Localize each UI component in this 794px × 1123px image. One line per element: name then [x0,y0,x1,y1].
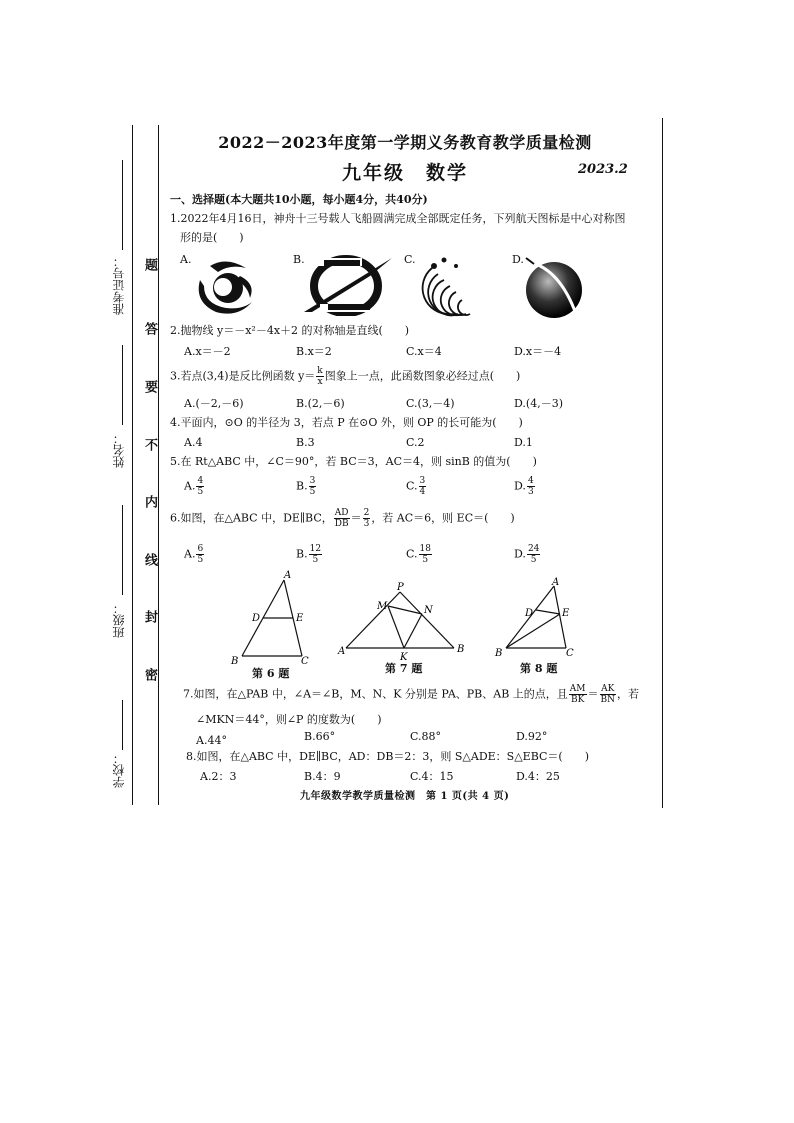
fig8-point-label: B [495,648,503,659]
figure-8-caption: 第 8 题 [520,662,558,675]
denominator: BN [600,695,615,705]
q6-option-a-fraction [196,544,204,565]
q5-option-a [184,476,205,497]
binding-line-left [132,125,133,805]
q3-fraction [316,366,323,387]
denominator: 5 [312,555,319,565]
fig8-point-label: C [566,648,574,659]
fig6-point-label: D [252,613,261,624]
fig8-point-label: E [562,608,570,619]
q6-option-d-fraction [527,544,540,565]
seal-char: 线 [142,553,157,566]
figure-8-triangle [492,576,582,660]
seal-char: 不 [142,438,157,451]
q8-option-b: B.4：9 [304,770,341,783]
q3-stem [170,366,520,387]
q6-fraction-ratio [363,508,371,529]
denominator: 5 [197,487,204,497]
fig7-point-label: P [397,582,404,593]
orbit-z-logo-icon [300,254,392,316]
q6-stem [170,508,515,529]
q6-stem-part-b: ，若 AC＝6，则 EC＝( ) [371,511,515,525]
q7-option-c: C.88° [410,730,442,743]
q2-option-b: B.x＝2 [296,345,332,358]
q7-stem-line2: ∠MKN＝44°，则∠P 的度数为( ) [196,713,382,726]
binding-line-right [158,125,159,805]
q6-option-b [296,544,323,565]
q6-option-b-label: B. [296,547,308,561]
numerator: AD [334,508,349,518]
q6-option-a-label: A. [184,547,196,561]
q7-fraction-ak-bn [600,684,617,705]
figure-6-triangle [222,568,322,668]
denominator: 3 [363,519,370,529]
q5-option-c-fraction [419,476,427,497]
denominator: 5 [422,555,429,565]
q5-option-b [296,476,317,497]
spiral-lines-logo-icon [410,256,482,318]
q1-option-d-label: D. [512,253,524,266]
section-heading: 一、选择题(本大题共10小题，每小题4分，共40分) [170,193,428,206]
q5-option-d-label: D. [514,479,526,493]
seal-char: 封 [142,610,157,623]
q3-option-b: B.(2,－6) [296,397,345,410]
fig6-point-label: C [301,656,309,667]
q5-option-d [514,476,536,497]
q5-stem: 5.在 Rt△ABC 中，∠C＝90°，若 BC＝3，AC＝4，则 sinB 的值为( ) [170,455,537,468]
q3-option-d: D.(4,－3) [514,397,564,410]
name-label: 姓名： [112,432,126,468]
q7-fraction-am-bk [569,684,587,705]
fig7-point-label: B [457,644,465,655]
q1-option-a-label: A. [180,253,192,266]
name-blank-line [122,345,123,425]
q3-fraction-numerator: k [317,366,323,376]
class-label: 班级： [112,602,126,638]
q6-option-c-label: C. [406,547,418,561]
school-blank-line [122,700,123,750]
numerator: 2 [363,508,370,518]
q5-option-d-fraction [527,476,535,497]
q4-option-b: B.3 [296,436,315,449]
q6-option-d-label: D. [514,547,526,561]
figure-7-triangle [336,582,472,662]
q6-option-a [184,544,205,565]
seal-char: 密 [142,668,157,681]
q7-stem-part-b: ，若 [617,687,639,701]
q3-stem-part-b: 图象上一点，此函数图象必经过点( ) [324,369,521,383]
q1-option-c-label: C. [404,253,416,266]
seal-char: 题 [142,258,157,271]
q5-option-b-fraction [309,476,317,497]
q5-option-c [406,476,427,497]
fig6-point-label: B [231,656,239,667]
q6-option-c-fraction [419,544,432,565]
fig7-point-label: A [338,646,346,657]
q8-option-a: A.2：3 [200,770,237,783]
q4-option-a: A.4 [184,436,203,449]
q7-option-a: A.44° [196,734,227,747]
numerator: 18 [419,544,431,554]
exam-date: 2023.2 [578,162,628,177]
numerator: 12 [309,544,322,554]
figure-7-caption: 第 7 题 [385,662,423,675]
q6-option-d [514,544,541,565]
fig7-point-label: K [400,652,408,662]
fig6-point-label: E [296,613,304,624]
denominator: 5 [197,555,204,565]
q1-stem-line2: 形的是( ) [180,231,244,244]
q5-option-b-label: B. [296,479,308,493]
numerator: AK [601,684,615,694]
q7-option-b: B.66° [304,730,336,743]
denominator: BK [570,695,585,705]
denominator: 3 [527,487,534,497]
numerator: 4 [527,476,534,486]
q6-option-c [406,544,433,565]
fig7-point-label: M [377,601,388,612]
q8-option-d: D.4：25 [516,770,560,783]
denominator: 5 [530,555,537,565]
exam-number-blank-line [122,160,123,250]
q5-option-c-label: C. [406,479,418,493]
q2-stem: 2.抛物线 y＝－x²－4x＋2 的对称轴是直线( ) [170,324,410,337]
q5-option-a-fraction [196,476,204,497]
figure-6-caption: 第 6 题 [252,667,290,680]
q6-fraction-ad-db [334,508,350,529]
exam-number-label: 准考证号： [112,255,126,315]
q1-stem-line1: 1.2022年4月16日，神舟十三号载人飞船圆满完成全部既定任务，下列航天图标是中心对称图 [170,212,626,225]
seal-char: 内 [142,495,157,508]
q6-option-b-fraction [309,544,322,565]
denominator: DB [334,519,349,529]
class-blank-line [122,505,123,595]
sphere-logo-icon [520,254,590,320]
numerator: 24 [527,544,540,554]
q7-stem [183,684,639,705]
q3-option-a: A.(－2,－6) [184,397,244,410]
q4-option-d: D.1 [514,436,533,449]
fig8-point-label: A [552,577,560,588]
exam-subtitle: 九年级 数学 [341,162,468,184]
q3-stem-part-a: 3.若点(3,4)是反比例函数 y＝ [170,369,316,383]
seal-char: 答 [142,322,157,335]
q8-option-c: C.4：15 [410,770,454,783]
page-right-edge-line [662,118,663,808]
q7-option-d: D.92° [516,730,548,743]
q3-option-c: C.(3,－4) [406,397,455,410]
q2-option-c: C.x＝4 [406,345,442,358]
exam-title: 2022－2023年度第一学期义务教育教学质量检测 [218,133,592,152]
seal-char: 要 [142,380,157,393]
swirl-logo-icon [190,258,262,318]
school-label: 学校： [112,752,126,788]
fig6-point-label: A [284,570,292,581]
q7-stem-part-a: 7.如图，在△PAB 中，∠A＝∠B，M、N、K 分别是 PA、PB、AB 上的点，且 [183,687,568,701]
q8-stem: 8.如图，在△ABC 中，DE∥BC，AD：DB＝2：3，则 S△ADE：S△EBC＝( ) [186,750,589,763]
denominator: 5 [309,487,316,497]
numerator: 4 [197,476,204,486]
q2-option-a: A.x＝－2 [184,345,231,358]
numerator: AM [569,684,586,694]
numerator: 3 [309,476,316,486]
denominator: 4 [419,487,426,497]
numerator: 3 [419,476,426,486]
q4-option-c: C.2 [406,436,425,449]
page-footer: 九年级数学教学质量检测 第 1 页(共 4 页) [300,791,510,802]
q1-option-b-label: B. [293,253,305,266]
q3-fraction-denominator: x [317,377,323,387]
q6-stem-part-a: 6.如图，在△ABC 中，DE∥BC， [170,511,333,525]
q7-equals: ＝ [587,687,599,701]
q6-equals: ＝ [350,511,362,525]
q2-option-d: D.x＝－4 [514,345,562,358]
q4-stem: 4.平面内，⊙O 的半径为 3，若点 P 在⊙O 外，则 OP 的长可能为( ) [170,416,523,429]
fig8-point-label: D [525,608,534,619]
fig7-point-label: N [424,605,433,616]
numerator: 6 [197,544,204,554]
q5-option-a-label: A. [184,479,196,493]
